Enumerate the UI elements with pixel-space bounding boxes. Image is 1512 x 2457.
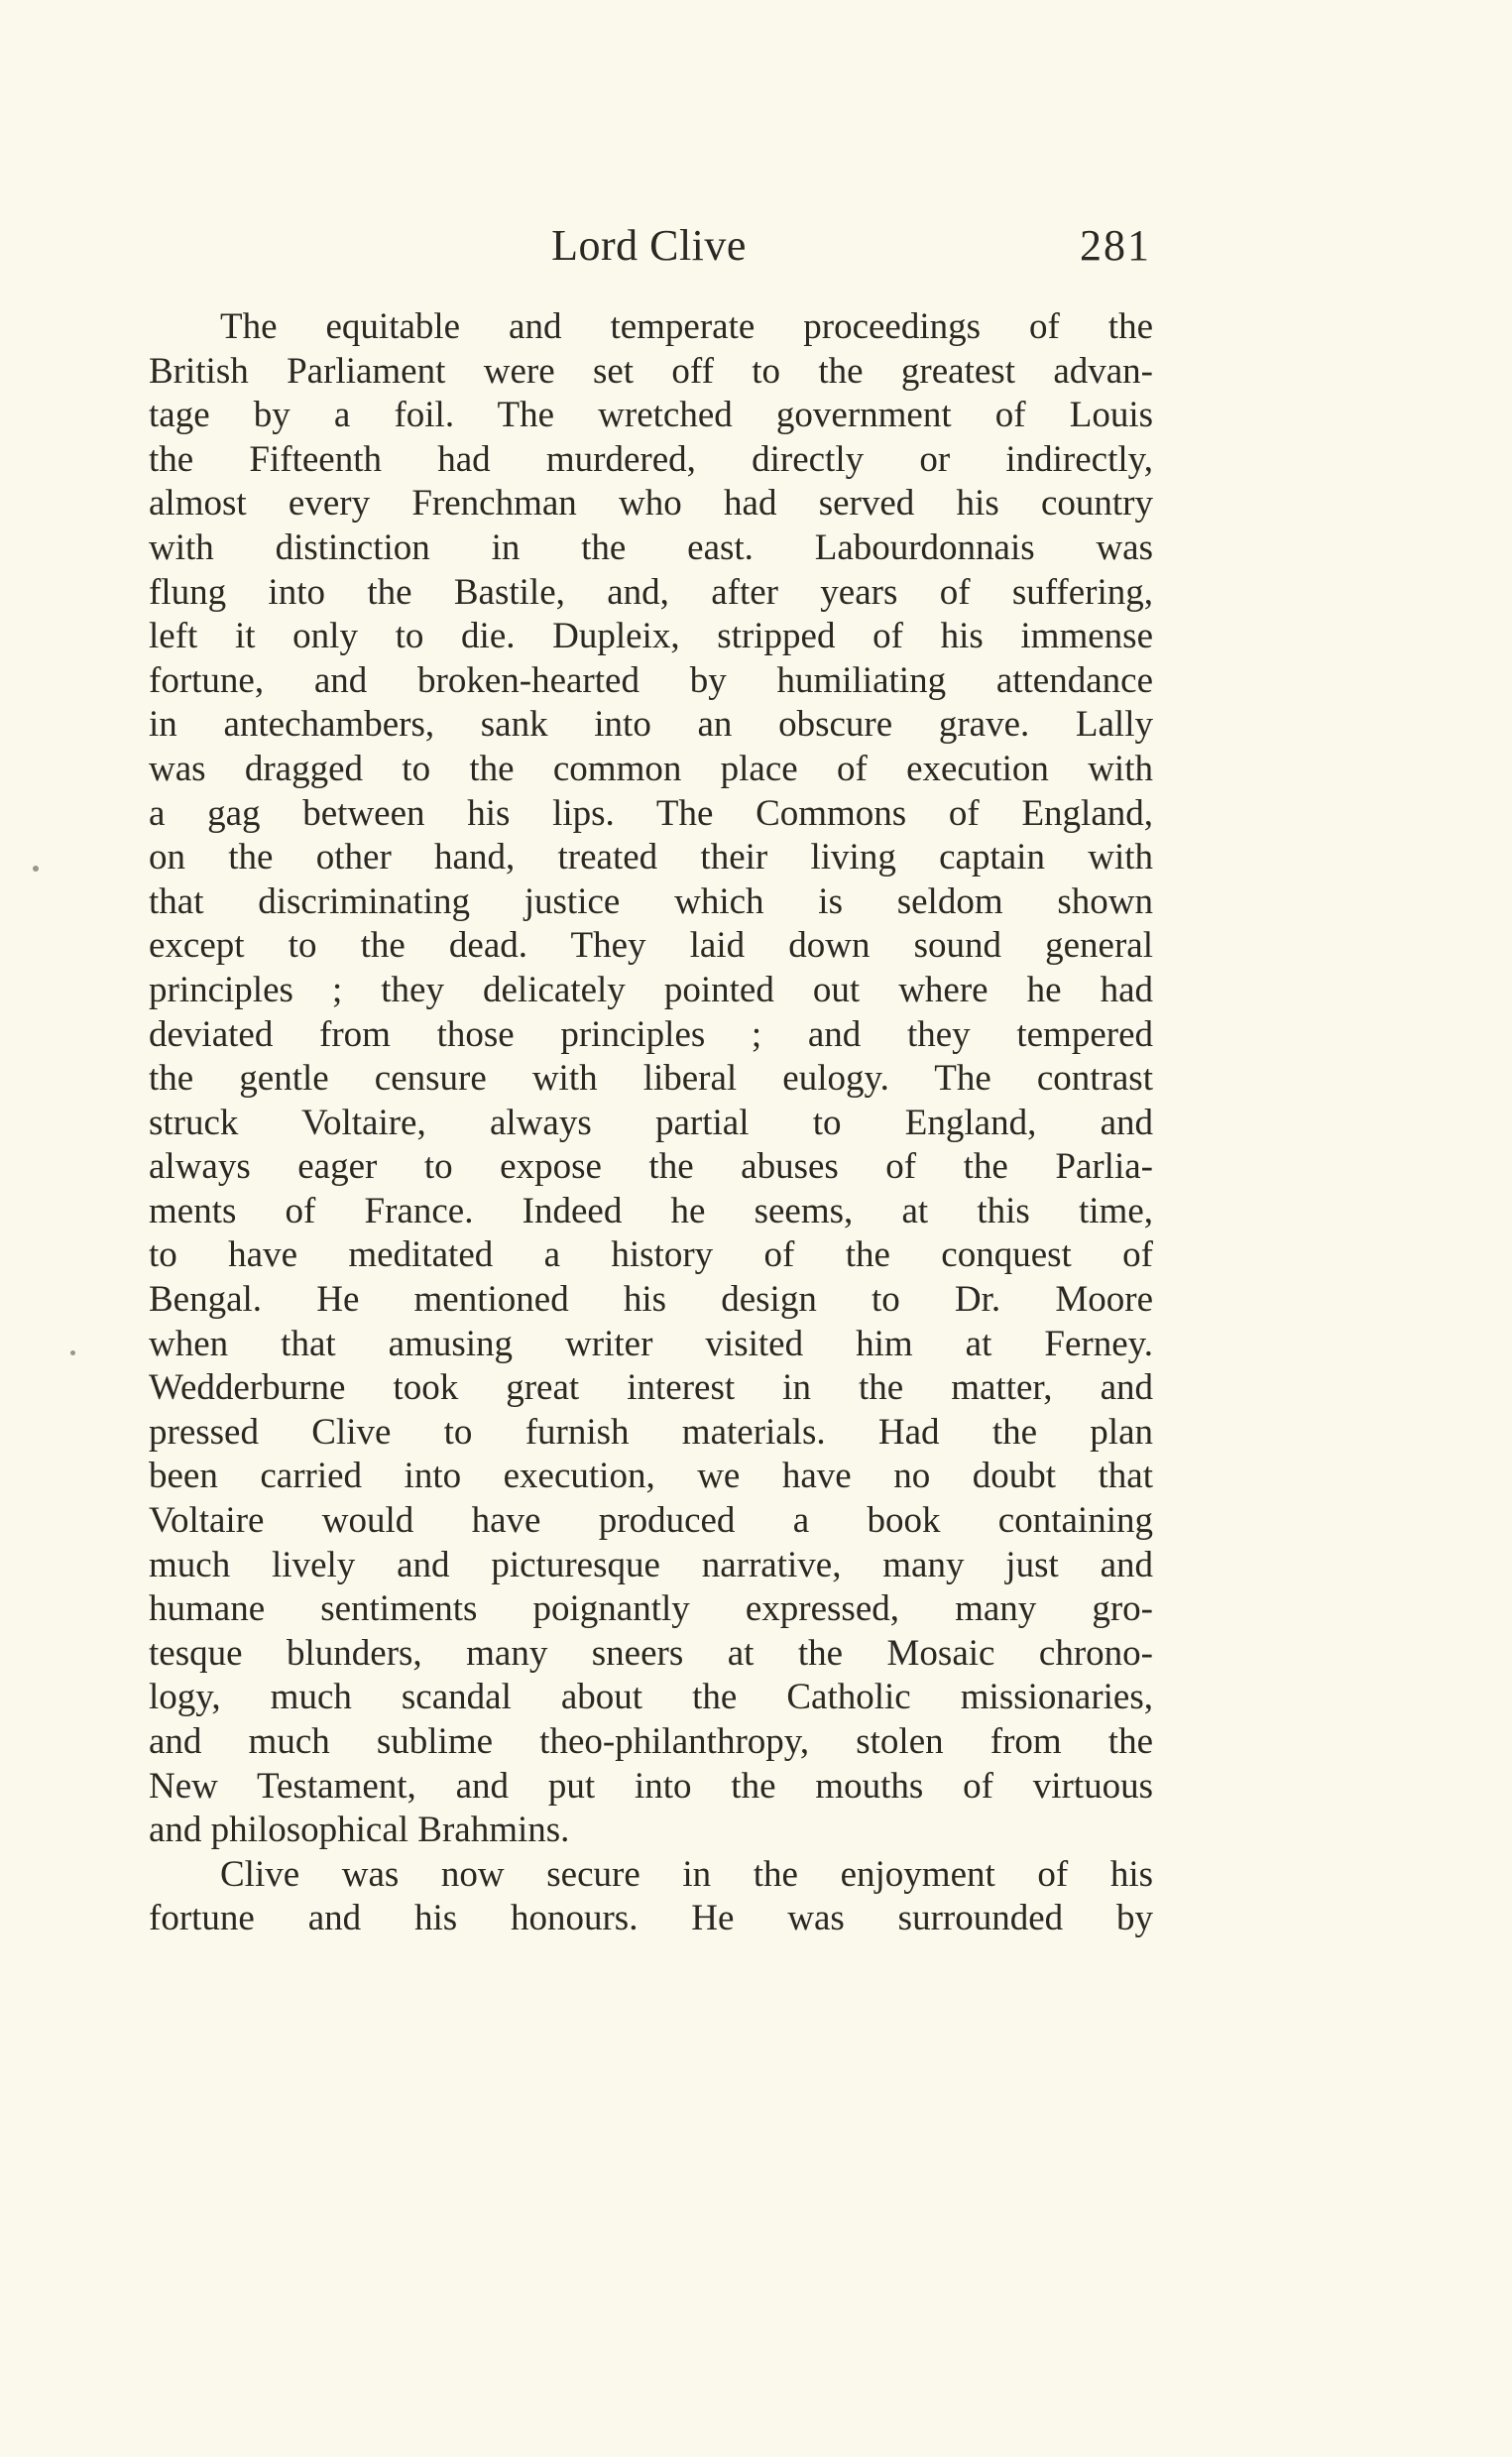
text-line: and philosophical Brahmins. bbox=[149, 1810, 570, 1851]
text-line: logy, much scandal about the Catholic missionaries, bbox=[149, 1677, 1153, 1718]
text-line: ments of France. Indeed he seems, at this time, bbox=[149, 1190, 1153, 1231]
text-line: a gag between his lips. The Commons of England, bbox=[149, 792, 1153, 834]
text-line: deviated from those principles ; and they tempered bbox=[149, 1013, 1153, 1055]
text-line: flung into the Bastile, and, after years of suffering, bbox=[149, 571, 1153, 613]
paper-speck bbox=[33, 866, 39, 872]
text-line: struck Voltaire, always partial to England, and bbox=[149, 1102, 1153, 1143]
body-text bbox=[149, 305, 1153, 1941]
text-line: that discriminating justice which is seldom shown bbox=[149, 880, 1153, 922]
text-line: British Parliament were set off to the greatest advan- bbox=[149, 350, 1153, 392]
text-line: tesque blunders, many sneers at the Mosaic chrono- bbox=[149, 1632, 1153, 1674]
text-line: the Fifteenth had murdered, directly or indirectly, bbox=[149, 438, 1153, 480]
text-line: on the other hand, treated their living captain with bbox=[149, 837, 1153, 878]
text-line: when that amusing writer visited him at Ferney. bbox=[149, 1323, 1153, 1364]
paper-speck bbox=[70, 1350, 75, 1355]
text-line: humane sentiments poignantly expressed, many gro- bbox=[149, 1588, 1153, 1630]
text-line: to have meditated a history of the conquest of bbox=[149, 1234, 1153, 1276]
text-line: fortune and his honours. He was surrounded by bbox=[149, 1898, 1153, 1939]
text-line: Voltaire would have produced a book containing bbox=[149, 1500, 1153, 1542]
text-line: much lively and picturesque narrative, many just and bbox=[149, 1544, 1153, 1585]
text-line: Wedderburne took great interest in the matter, and bbox=[149, 1367, 1153, 1409]
text-line: pressed Clive to furnish materials. Had the plan bbox=[149, 1411, 1153, 1453]
text-line: Bengal. He mentioned his design to Dr. Moore bbox=[149, 1279, 1153, 1321]
text-line: New Testament, and put into the mouths of virtuous bbox=[149, 1765, 1153, 1807]
text-line: The equitable and temperate proceedings of the bbox=[220, 306, 1153, 347]
text-line: been carried into execution, we have no doubt that bbox=[149, 1456, 1153, 1497]
text-line: and much sublime theo-philanthropy, stolen from the bbox=[149, 1721, 1153, 1762]
text-line: tage by a foil. The wretched government of Louis bbox=[149, 395, 1153, 436]
running-head bbox=[147, 210, 1151, 290]
text-line: in antechambers, sank into an obscure grave. Lally bbox=[149, 704, 1153, 746]
text-line: almost every Frenchman who had served his country bbox=[149, 483, 1153, 525]
text-line: with distinction in the east. Labourdonnais was bbox=[149, 526, 1153, 568]
text-line: Clive was now secure in the enjoyment of his bbox=[220, 1853, 1153, 1895]
text-line: left it only to die. Dupleix, stripped of his immense bbox=[149, 616, 1153, 657]
running-title: Lord Clive bbox=[551, 221, 747, 270]
text-line: fortune, and broken-hearted by humiliating attendance bbox=[149, 659, 1153, 701]
text-line: was dragged to the common place of execution with bbox=[149, 748, 1153, 789]
text-line: always eager to expose the abuses of the Parlia- bbox=[149, 1146, 1153, 1188]
page-number: 281 bbox=[1080, 221, 1151, 270]
text-line: principles ; they delicately pointed out where he had bbox=[149, 969, 1153, 1010]
text-line: the gentle censure with liberal eulogy. The contrast bbox=[149, 1058, 1153, 1100]
text-line: except to the dead. They laid down sound general bbox=[149, 925, 1153, 967]
